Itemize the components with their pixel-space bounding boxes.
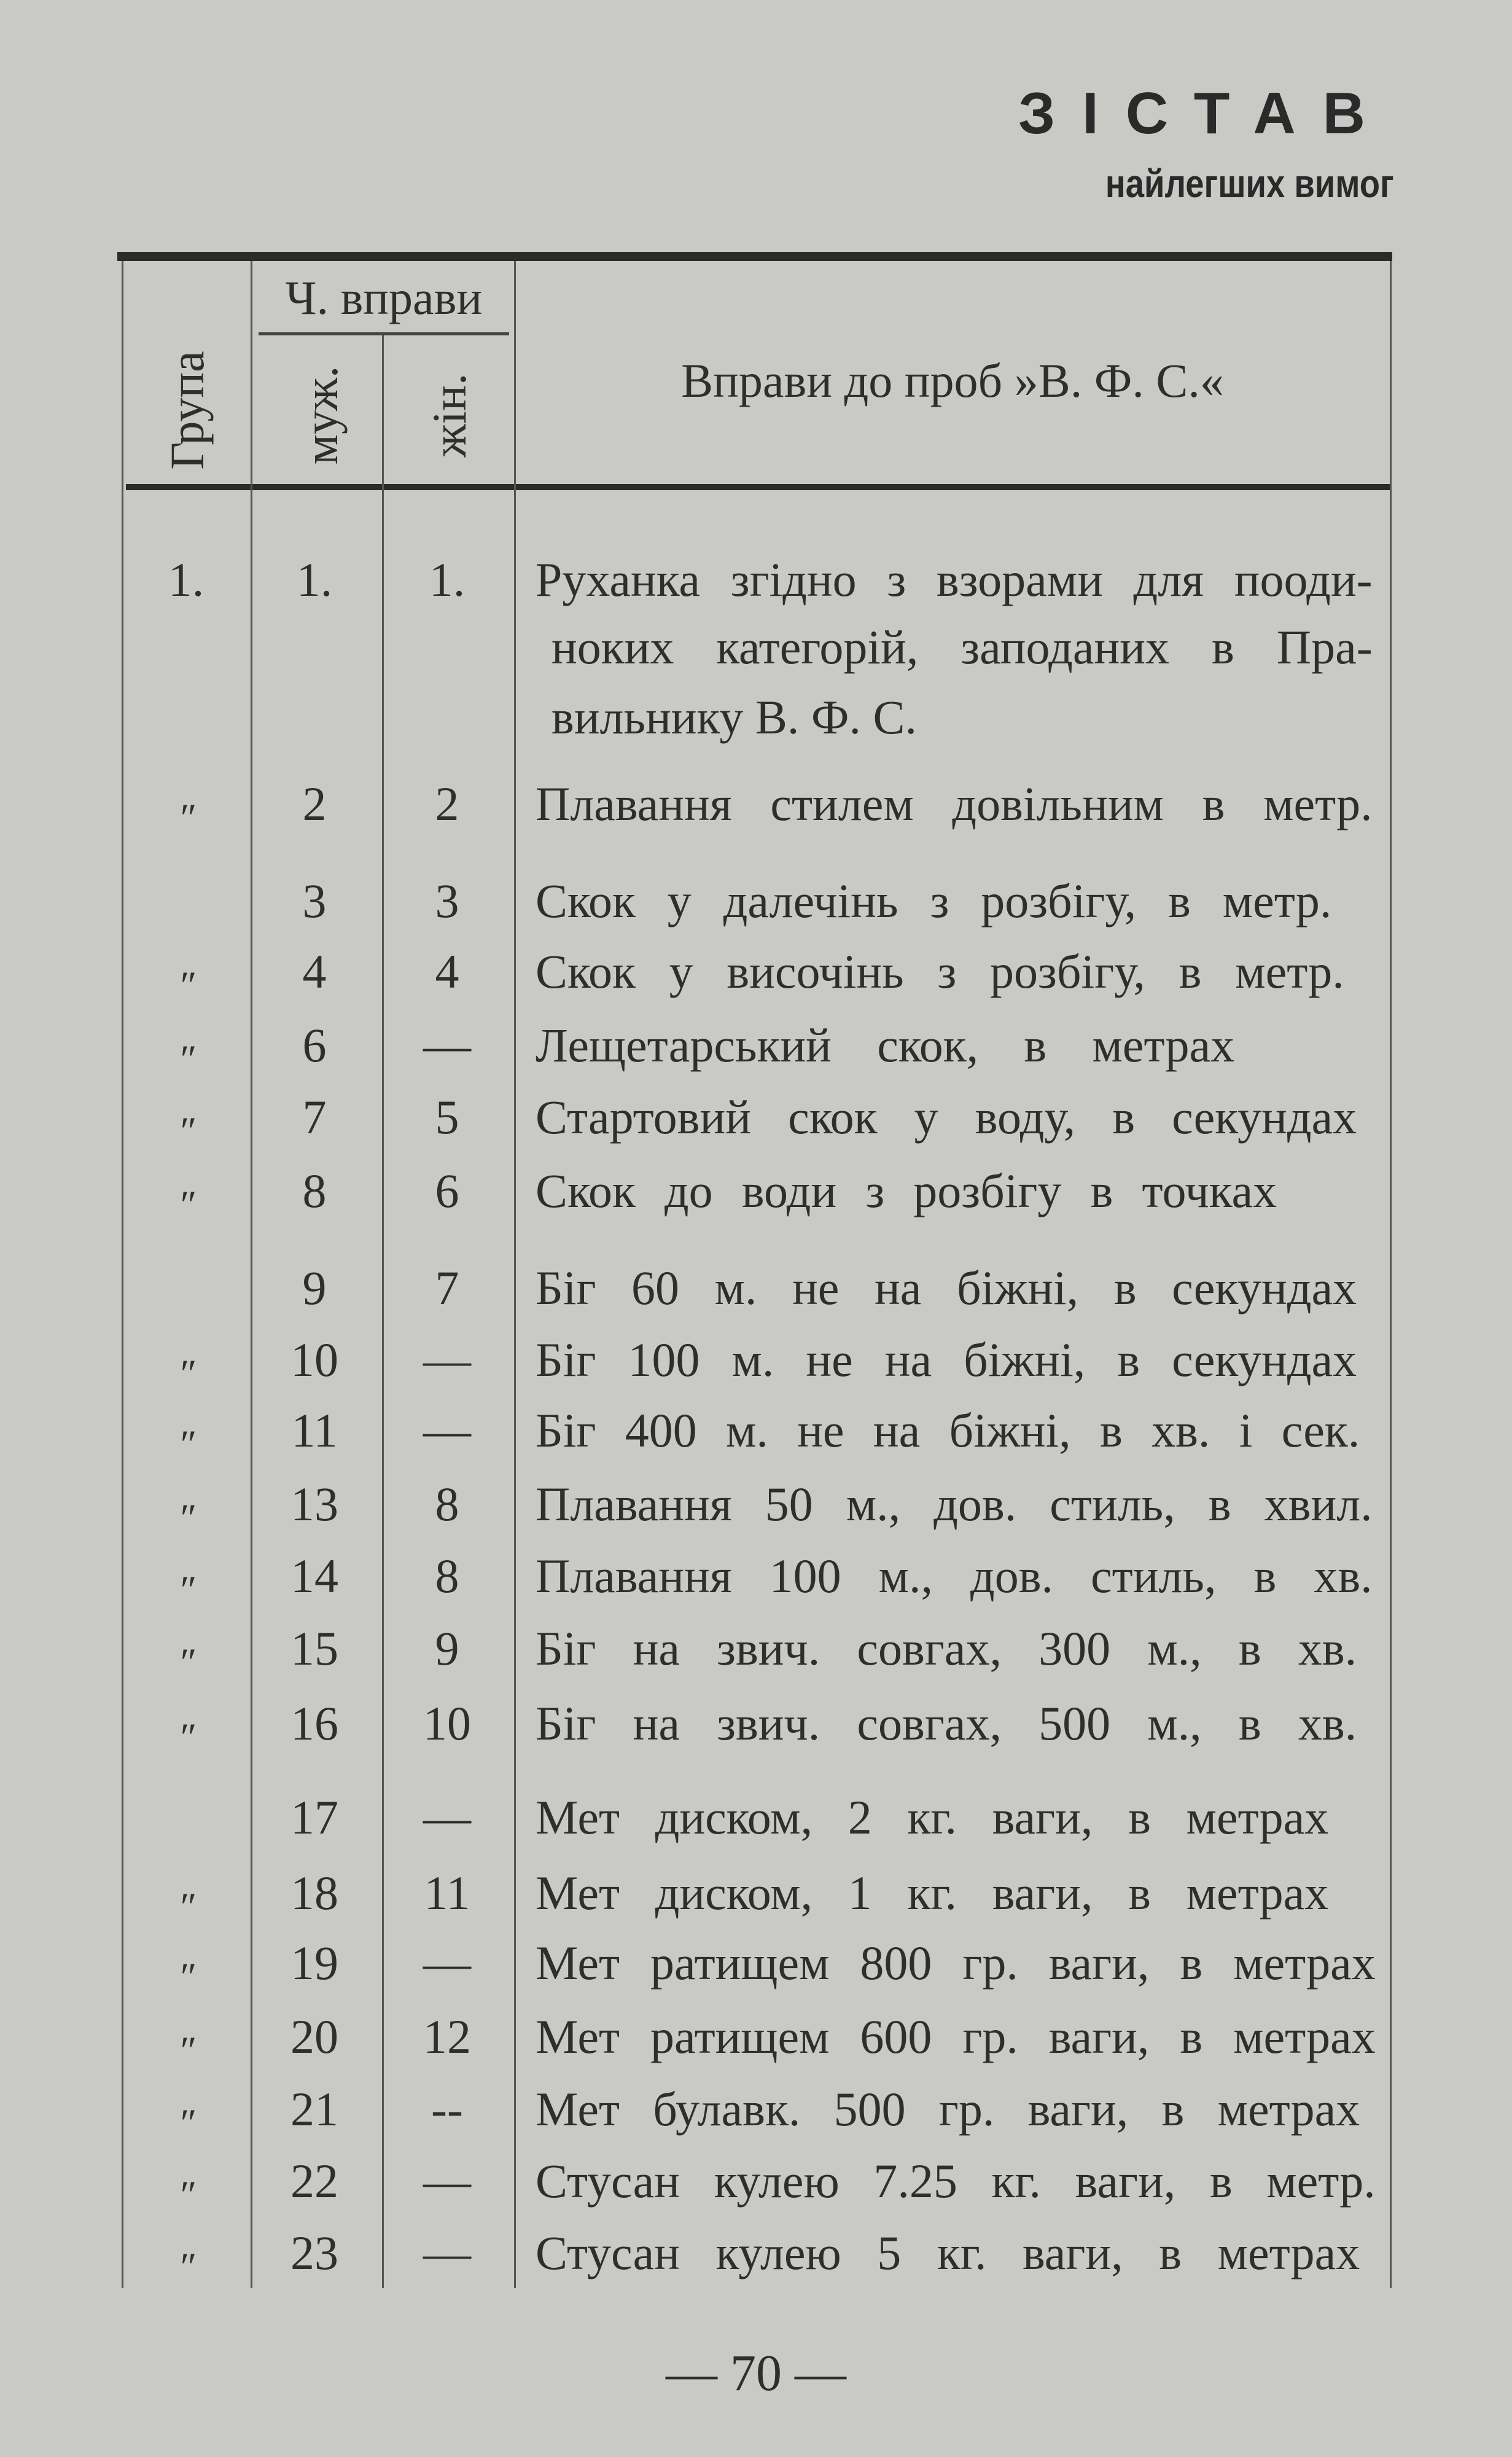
group-cell: ″: [177, 1422, 195, 1466]
men-exercise-no: 11: [291, 1404, 338, 1458]
men-exercise-no: 8: [302, 1163, 327, 1217]
group-cell: ″: [177, 1884, 195, 1928]
header-exercise-no: Ч. вправи: [285, 271, 483, 324]
exercise-description: вильнику В. Ф. С.: [551, 690, 918, 744]
group-cell: [125, 1257, 247, 1319]
women-exercise-no: —: [423, 1404, 471, 1458]
header-exercises: Вправи до проб »В. Ф. С.«: [681, 354, 1224, 407]
women-exercise-no: —: [423, 1791, 471, 1845]
group-cell: ″: [177, 2172, 195, 2216]
table-top-rule: [117, 252, 1392, 261]
women-exercise-no: 9: [435, 1621, 459, 1675]
exercise-description: Біг на звич. совгах, 300 м., в хв.: [536, 1621, 1357, 1675]
men-exercise-no: 23: [290, 2226, 338, 2280]
group-cell: ″: [177, 1639, 195, 1684]
exercise-description: Біг на звич. совгах, 500 м., в хв.: [536, 1697, 1357, 1751]
men-exercise-no: 4: [302, 944, 327, 998]
women-exercise-no: 8: [435, 1477, 459, 1531]
group-cell: ″: [177, 1568, 195, 1612]
column-divider: [382, 335, 384, 2288]
exercise-description: Стусан кулею 5 кг. ваги, в метрах: [536, 2226, 1360, 2280]
group-cell: ″: [177, 2100, 195, 2144]
group-cell: ″: [177, 1715, 195, 1759]
men-exercise-no: 14: [290, 1549, 338, 1603]
men-exercise-no: 2: [302, 776, 327, 830]
women-exercise-no: 5: [435, 1090, 459, 1144]
exercise-no-underline: [259, 332, 509, 335]
exercise-description: Скок у далечінь з розбігу, в метр.: [536, 873, 1332, 928]
exercise-description: Мет ратищем 800 гр. ваги, в метрах: [536, 1936, 1376, 1990]
exercise-description: Мет диском, 1 кг. ваги, в метрах: [536, 1865, 1329, 1920]
group-cell: ″: [177, 1351, 195, 1396]
men-exercise-no: 6: [302, 1018, 327, 1072]
women-exercise-no: —: [423, 1018, 471, 1072]
exercise-description: Лещетарський скок, в метрах: [536, 1018, 1235, 1072]
group-cell: ″: [177, 1955, 195, 1999]
column-divider: [251, 261, 252, 2288]
table-left-border: [122, 261, 123, 2288]
men-exercise-no: 17: [290, 1791, 338, 1845]
group-cell: ″: [177, 795, 195, 839]
table-header-rule: [126, 484, 1390, 490]
page-title: ЗІСТАВ: [1018, 80, 1392, 146]
men-exercise-no: 22: [290, 2154, 338, 2208]
exercise-description: Руханка згідно з взорами для пооди-: [536, 552, 1373, 606]
group-cell: ″: [177, 1108, 195, 1152]
header-group: Група: [160, 351, 214, 470]
exercise-description: Мет диском, 2 кг. ваги, в метрах: [536, 1791, 1329, 1845]
women-exercise-no: 4: [435, 944, 459, 998]
exercise-description: Стартовий скок у воду, в секундах: [536, 1090, 1357, 1144]
group-cell: ″: [177, 2244, 195, 2289]
header-men: муж.: [294, 365, 348, 465]
men-exercise-no: 7: [302, 1090, 327, 1144]
men-exercise-no: 1.: [296, 552, 333, 606]
exercise-description: Скок до води з розбігу в точках: [536, 1163, 1277, 1217]
group-cell: [125, 1787, 247, 1848]
exercise-description: Біг 400 м. не на біжні, в хв. і сек.: [536, 1404, 1360, 1458]
group-cell: ″: [177, 2028, 195, 2072]
exercise-description: Стусан кулею 7.25 кг. ваги, в метр.: [536, 2154, 1376, 2208]
group-cell: ″: [177, 1036, 195, 1080]
men-exercise-no: 13: [290, 1477, 338, 1531]
women-exercise-no: 2: [435, 776, 459, 830]
men-exercise-no: 15: [290, 1621, 338, 1675]
exercise-description: Плавання 100 м., дов. стиль, в хв.: [536, 1549, 1373, 1603]
exercise-description: ноких категорій, заподаних в Пра-: [551, 620, 1373, 674]
header-women: жін.: [423, 373, 476, 458]
men-exercise-no: 21: [290, 2082, 338, 2136]
group-cell: ″: [177, 963, 195, 1007]
exercise-description: Біг 100 м. не на біжні, в секундах: [536, 1333, 1357, 1387]
exercise-description: Скок у височінь з розбігу, в метр.: [536, 944, 1344, 998]
exercise-description: Плавання 50 м., дов. стиль, в хвил.: [536, 1477, 1373, 1531]
men-exercise-no: 16: [290, 1697, 338, 1751]
women-exercise-no: 8: [435, 1549, 459, 1603]
exercise-description: Мет ратищем 600 гр. ваги, в метрах: [536, 2010, 1376, 2064]
women-exercise-no: —: [423, 2154, 471, 2208]
men-exercise-no: 20: [290, 2010, 338, 2064]
women-exercise-no: 10: [423, 1697, 471, 1751]
women-exercise-no: 6: [435, 1163, 459, 1217]
women-exercise-no: 7: [435, 1260, 459, 1314]
group-cell: ″: [177, 1495, 195, 1539]
women-exercise-no: —: [423, 2226, 471, 2280]
group-cell: [125, 870, 247, 932]
exercise-description: Мет булавк. 500 гр. ваги, в метрах: [536, 2082, 1360, 2136]
women-exercise-no: 12: [423, 2010, 471, 2064]
page-subtitle: найлегших вимог: [1105, 162, 1394, 206]
men-exercise-no: 9: [302, 1260, 327, 1314]
women-exercise-no: 3: [435, 873, 459, 928]
column-divider: [514, 261, 516, 2288]
women-exercise-no: 11: [424, 1865, 470, 1920]
women-exercise-no: —: [423, 1936, 471, 1990]
group-cell: 1.: [168, 552, 205, 606]
exercise-description: Біг 60 м. не на біжні, в секундах: [536, 1260, 1357, 1314]
table-right-border: [1390, 261, 1392, 2288]
women-exercise-no: --: [431, 2082, 463, 2136]
women-exercise-no: —: [423, 1333, 471, 1387]
exercise-description: Плавання стилем довільним в метр.: [536, 776, 1373, 830]
men-exercise-no: 3: [302, 873, 327, 928]
women-exercise-no: 1.: [429, 552, 466, 606]
men-exercise-no: 19: [290, 1936, 338, 1990]
group-cell: ″: [177, 1182, 195, 1226]
page-number: — 70 —: [666, 2345, 846, 2402]
men-exercise-no: 10: [290, 1333, 338, 1387]
men-exercise-no: 18: [290, 1865, 338, 1920]
